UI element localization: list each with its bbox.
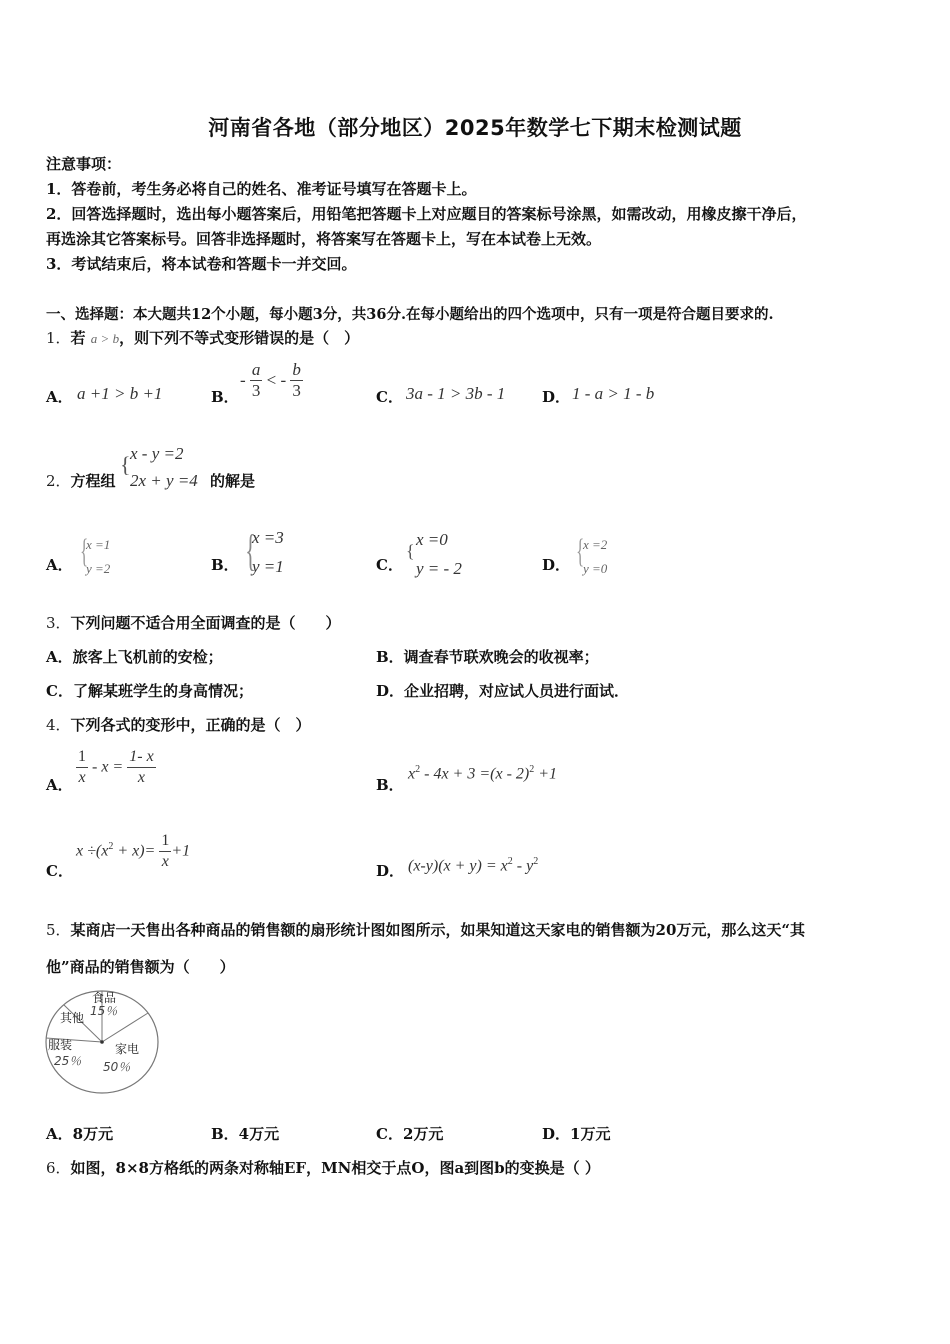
option-a[interactable]: A．旅客上飞机前的安检； (46, 648, 223, 666)
option-a-eq1: x =1 (86, 537, 111, 552)
question-text: 某商店一天售出各种商品的销售额的扇形统计图如图所示，如果知道这天家电的销售额为20万元，那么这天“其 (70, 921, 806, 939)
question-text: 方程组 (70, 472, 116, 490)
option-c-eq2: y = - 2 (416, 559, 462, 578)
option-d[interactable]: D．企业招聘，对应试人员进行面试． (376, 682, 630, 700)
pie-chart (40, 985, 166, 1097)
brace: { (576, 533, 585, 570)
option-d-eq2: y =0 (583, 561, 608, 576)
option-d-eq1: x =2 (583, 537, 608, 552)
notice-item: 2．回答选择题时，选出每小题答案后，用铅笔把答题卡上对应题目的答案标号涂黑，如需改动，用橡皮擦干净后， (46, 205, 807, 223)
option-c[interactable]: C．了解某班学生的身高情况； (46, 682, 253, 700)
question-text: 若 (70, 329, 86, 347)
option-d-expr: 1 - a > 1 - b (572, 384, 655, 403)
option-c-label[interactable]: C． (376, 388, 403, 406)
brace: { (120, 452, 131, 477)
notice-item: 3．考试结束后，将本试卷和答题卡一并交回。 (46, 255, 357, 273)
notice-item: 再选涂其它答案标号。回答非选择题时，将答案写在答题卡上，写在本试卷上无效。 (46, 230, 602, 248)
option-d-expr: $(x-y)(x + y) = x^2 - y^2$ (408, 856, 539, 875)
question-text: 如图，8×8方格纸的两条对称轴EF，MN相交于点O，图a到图b的变换是（ ） (70, 1159, 600, 1177)
notice-heading: 注意事项： (46, 155, 122, 173)
option-c-expr: 3a - 1 > 3b - 1 (406, 384, 506, 403)
option-d-label[interactable]: D． (376, 862, 405, 880)
pie-label-food: 食品 (92, 991, 117, 1005)
question-1 (46, 327, 359, 348)
brace: { (80, 533, 89, 570)
option-d[interactable]: D．1万元 (542, 1125, 611, 1143)
option-c-label[interactable]: C． (376, 556, 403, 574)
question-3 (46, 612, 341, 633)
option-d-label[interactable]: D． (542, 556, 571, 574)
option-c-eq1: x =0 (416, 530, 448, 549)
option-a-label[interactable]: A． (46, 388, 73, 406)
question-2 (46, 470, 116, 491)
option-c-expr: $x \div(x^2 + x)=$ $\frac{1}{x}$ +1 (76, 832, 191, 870)
option-b-expr: - $\frac{a}{3}$ < - $\frac{b}{3}$ (240, 360, 301, 400)
pie-label-clothing: 服装 (48, 1038, 73, 1052)
page-title: 河南省各地（部分地区）2025年数学七下期末检测试题 (208, 116, 742, 140)
question-number: 6． (46, 1159, 71, 1177)
pie-label-other: 其他 (60, 1011, 85, 1025)
option-a-label[interactable]: A． (46, 776, 73, 794)
option-a[interactable]: A．8万元 (46, 1125, 114, 1143)
question-number: 4． (46, 716, 71, 734)
question-number: 2． (46, 472, 71, 490)
question-number: 1． (46, 329, 71, 347)
pie-label-appliance: 家电 (115, 1042, 140, 1056)
option-d-label[interactable]: D． (542, 388, 571, 406)
system-eq2: 2x + y =4 (130, 471, 198, 490)
pie-pct-appliance: 50％ (103, 1060, 131, 1074)
pie-pct-food: 15％ (90, 1004, 118, 1018)
question-6 (46, 1157, 600, 1178)
section-heading: 一、选择题：本大题共12个小题，每小题3分，共36分.在每小题给出的四个选项中，只有一项是符合题目要求的. (46, 306, 774, 323)
option-a-label[interactable]: A． (46, 556, 73, 574)
question-number: 3． (46, 614, 71, 632)
option-b-eq1: x =3 (252, 528, 284, 547)
question-text: 的解是 (210, 472, 256, 490)
question-text: 下列各式的变形中，正确的是（ ） (70, 716, 311, 734)
notice-item: 1．答卷前，考生务必将自己的姓名、准考证号填写在答题卡上。 (46, 180, 477, 198)
option-b-expr: $x^2 - 4x + 3 =(x - 2)^2 +1$ (408, 764, 558, 783)
question-4 (46, 714, 311, 735)
option-c-label[interactable]: C． (46, 862, 73, 880)
option-b[interactable]: B．调查春节联欢晚会的收视率； (376, 648, 599, 666)
question-text: 下列问题不适合用全面调查的是（ ） (70, 614, 341, 632)
question-number: 5． (46, 921, 71, 939)
system-eq1: x - y =2 (130, 444, 184, 463)
brace: { (245, 526, 256, 575)
option-b[interactable]: B．4万元 (211, 1125, 280, 1143)
option-b-label[interactable]: B． (211, 556, 239, 574)
brace: { (406, 541, 415, 561)
option-a-eq2: y =2 (86, 561, 111, 576)
math-condition: a > b (90, 331, 120, 346)
option-a-expr: $\frac{1}{x}$ - x = $\frac{1- x}{x}$ (78, 748, 154, 786)
question-5 (46, 919, 805, 940)
pie-pct-clothing: 25％ (54, 1054, 82, 1068)
question-text: ，则下列不等式变形错误的是（ ） (119, 329, 360, 347)
option-b-eq2: y =1 (252, 557, 284, 576)
option-b-label[interactable]: B． (376, 776, 404, 794)
option-c[interactable]: C．2万元 (376, 1125, 444, 1143)
question-text: 他”商品的销售额为（ ） (46, 958, 235, 976)
option-b-label[interactable]: B． (211, 388, 239, 406)
option-a-expr: a +1 > b +1 (77, 384, 163, 403)
